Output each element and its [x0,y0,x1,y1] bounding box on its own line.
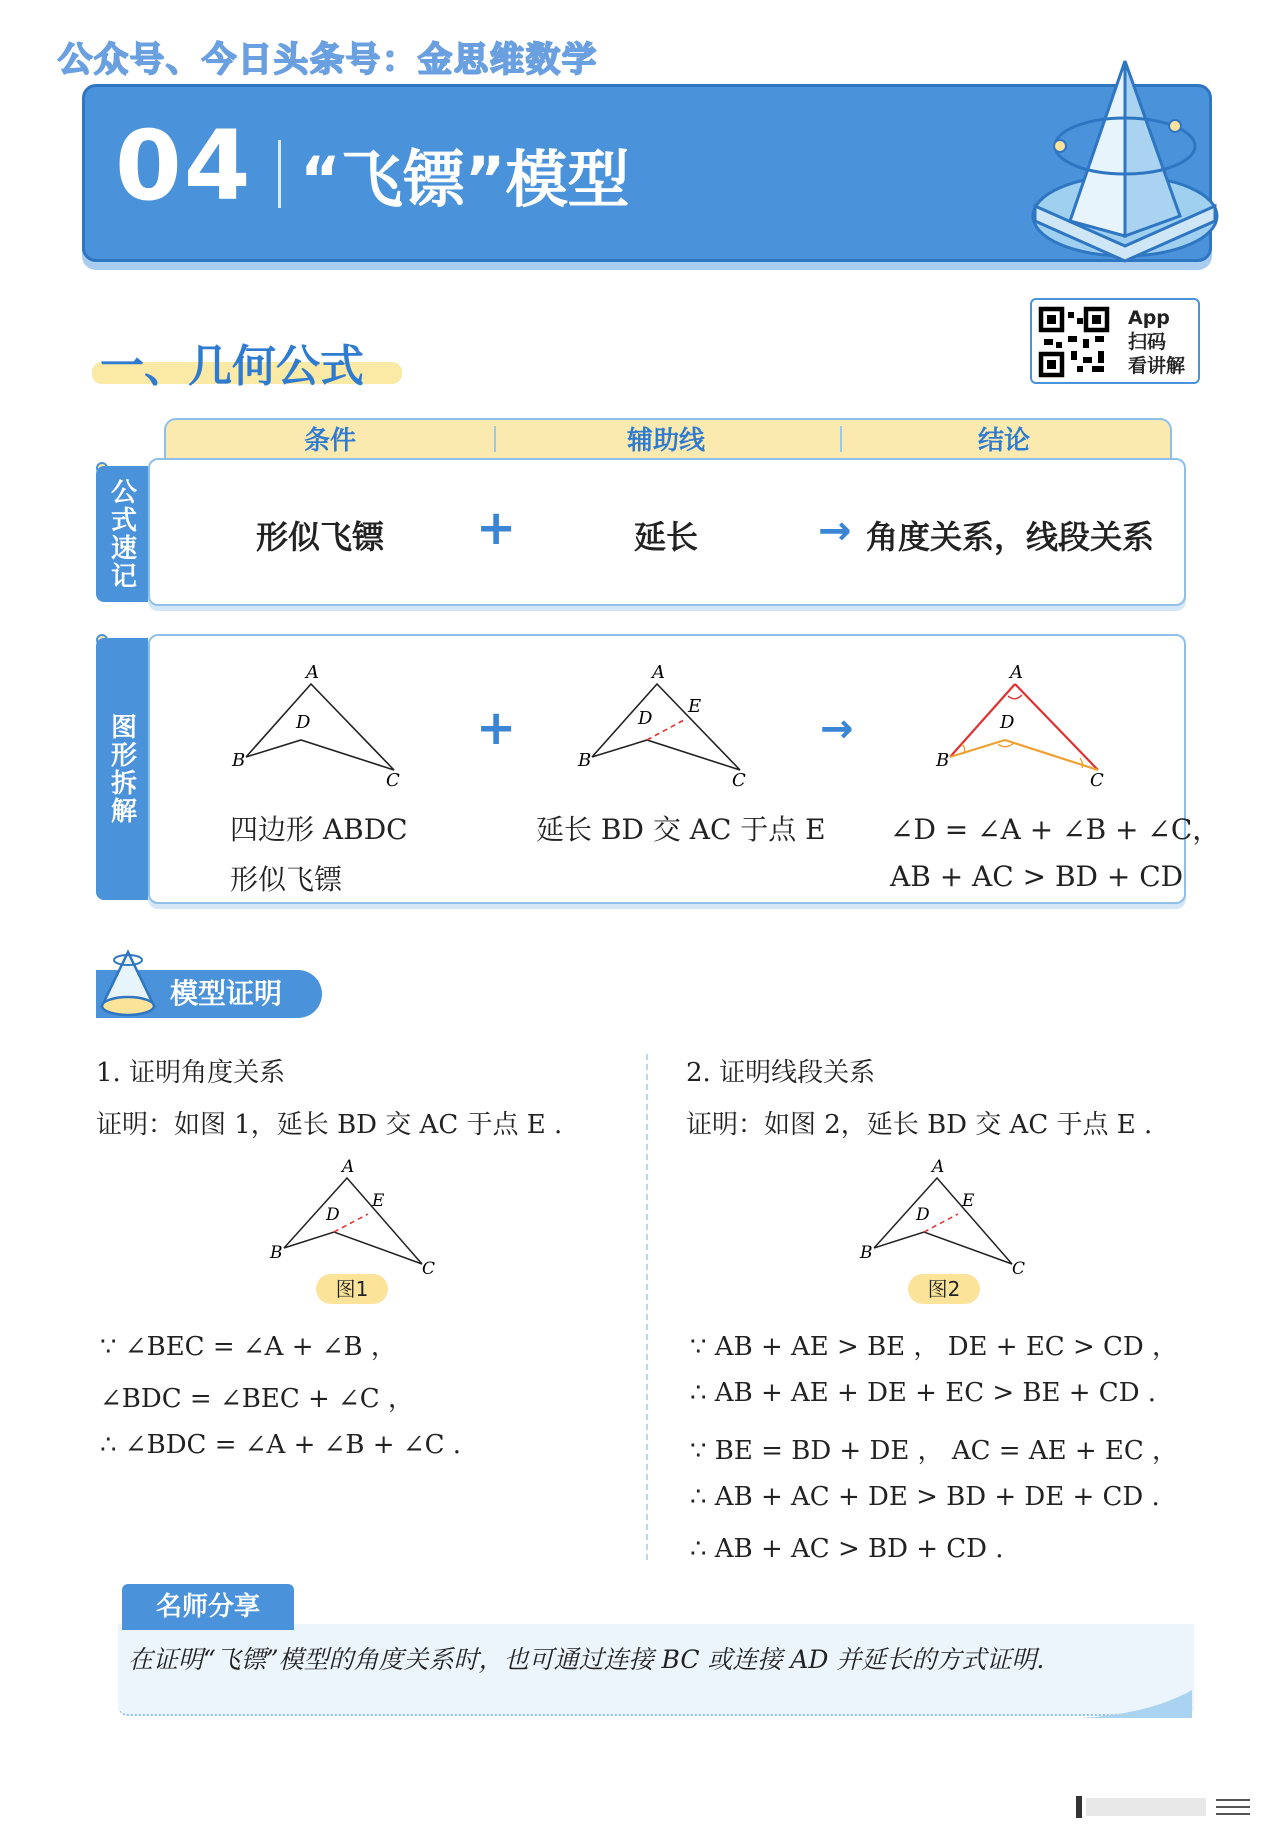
label-b: B [860,1243,873,1263]
dart-figure-1 [226,662,416,792]
plus-sign: + [476,500,517,556]
label-d: D [638,708,653,729]
proof-right-step-2: ∴ AB + AE + DE + EC > BE + CD . [690,1378,1157,1408]
label-c: C [1012,1259,1026,1278]
label-a: A [1010,662,1023,683]
label-d: D [326,1205,340,1225]
label-d: D [916,1205,930,1225]
label-e: E [962,1191,975,1211]
pyramid-icon [1030,56,1220,266]
label-d: D [1000,712,1015,733]
corner-decoration [1080,1690,1192,1718]
arrow-right-icon: → [818,508,852,554]
figure-1-caption: 图1 [316,1274,388,1304]
proof-title: 模型证明 [96,970,322,1018]
label-c: C [386,770,400,791]
teacher-share-tag: 名师分享 [122,1584,294,1630]
chapter-number: 04 [115,110,253,222]
proof-left-step-1: ∵ ∠BEC = ∠A + ∠B ， [100,1332,397,1362]
label-b: B [578,750,592,771]
caption-2: 延长 BD 交 AC 于点 E [536,813,826,846]
dart-figure-fig1 [262,1156,442,1278]
dart-figure-fig2 [852,1156,1032,1278]
proof-right-intro: 证明：如图 2，延长 BD 交 AC 于点 E . [686,1110,1153,1140]
teacher-share-text: 在证明“飞镖”模型的角度关系时，也可通过连接 BC 或连接 AD 并延长的方式证明. [128,1645,1045,1674]
header-aux: 辅助线 [626,426,705,456]
chapter-title: “飞镖”模型 [300,143,630,216]
proof-right-step-4: ∴ AB + AC + DE > BD + DE + CD . [690,1482,1160,1512]
header-conclusion: 结论 [977,426,1030,456]
caption-3-line1: ∠D = ∠A + ∠B + ∠C， [890,813,1221,846]
caption-1-line2: 形似飞镖 [230,863,343,896]
page-edge-decoration [1066,1794,1252,1820]
watermark: 公众号、今日头条号：金思维数学 [48,36,608,84]
column-divider [646,1054,648,1560]
proof-left-step-2: ∠BDC = ∠BEC + ∠C ， [100,1384,414,1414]
formula-conclusion: 角度关系，线段关系 [866,518,1155,556]
proof-right-step-3: ∵ BE = BD + DE ， AC = AE + EC ， [690,1436,1179,1466]
label-b: B [936,750,950,771]
label-b: B [270,1243,283,1263]
proof-right-step-5: ∴ AB + AC > BD + CD . [690,1534,1004,1564]
plus-sign: + [476,700,517,756]
header-divider [840,426,842,452]
header-divider [494,426,496,452]
proof-right-step-1: ∵ AB + AE > BE ， DE + EC > CD ， [690,1332,1179,1362]
qr-box[interactable] [1030,298,1200,384]
proof-left-intro: 证明：如图 1，延长 BD 交 AC 于点 E . [96,1110,563,1140]
proof-left-heading: 1. 证明角度关系 [96,1058,286,1088]
qr-text: App 扫码 看讲解 [1128,307,1186,377]
caption-3-line2: AB + AC > BD + CD [890,860,1184,893]
header-condition: 条件 [303,426,356,456]
label-c: C [1090,770,1104,791]
label-e: E [372,1191,385,1211]
cone-icon [96,948,160,1020]
tab-formula: 公式速记 [96,466,148,602]
banner-divider [278,140,281,208]
label-a: A [932,1157,945,1177]
label-a: A [342,1157,355,1177]
dart-figure-3 [930,662,1120,792]
proof-right-heading: 2. 证明线段关系 [686,1058,876,1088]
caption-1-line1: 四边形 ABDC [230,813,408,846]
section-title: 一、几何公式 [100,341,364,392]
label-d: D [296,712,311,733]
label-b: B [232,750,246,771]
label-a: A [306,662,319,683]
label-c: C [422,1259,436,1278]
tab-figure: 图形拆解 [96,638,148,900]
proof-left-step-3: ∴ ∠BDC = ∠A + ∠B + ∠C . [100,1430,462,1460]
qr-code-icon [1038,306,1110,378]
label-e: E [688,696,702,717]
figure-2-caption: 图2 [908,1274,980,1304]
formula-aux: 延长 [634,518,699,556]
formula-condition: 形似飞镖 [256,518,385,556]
label-c: C [732,770,746,791]
arrow-right-icon: → [820,706,854,752]
dart-figure-2 [572,662,762,792]
label-a: A [652,662,665,683]
